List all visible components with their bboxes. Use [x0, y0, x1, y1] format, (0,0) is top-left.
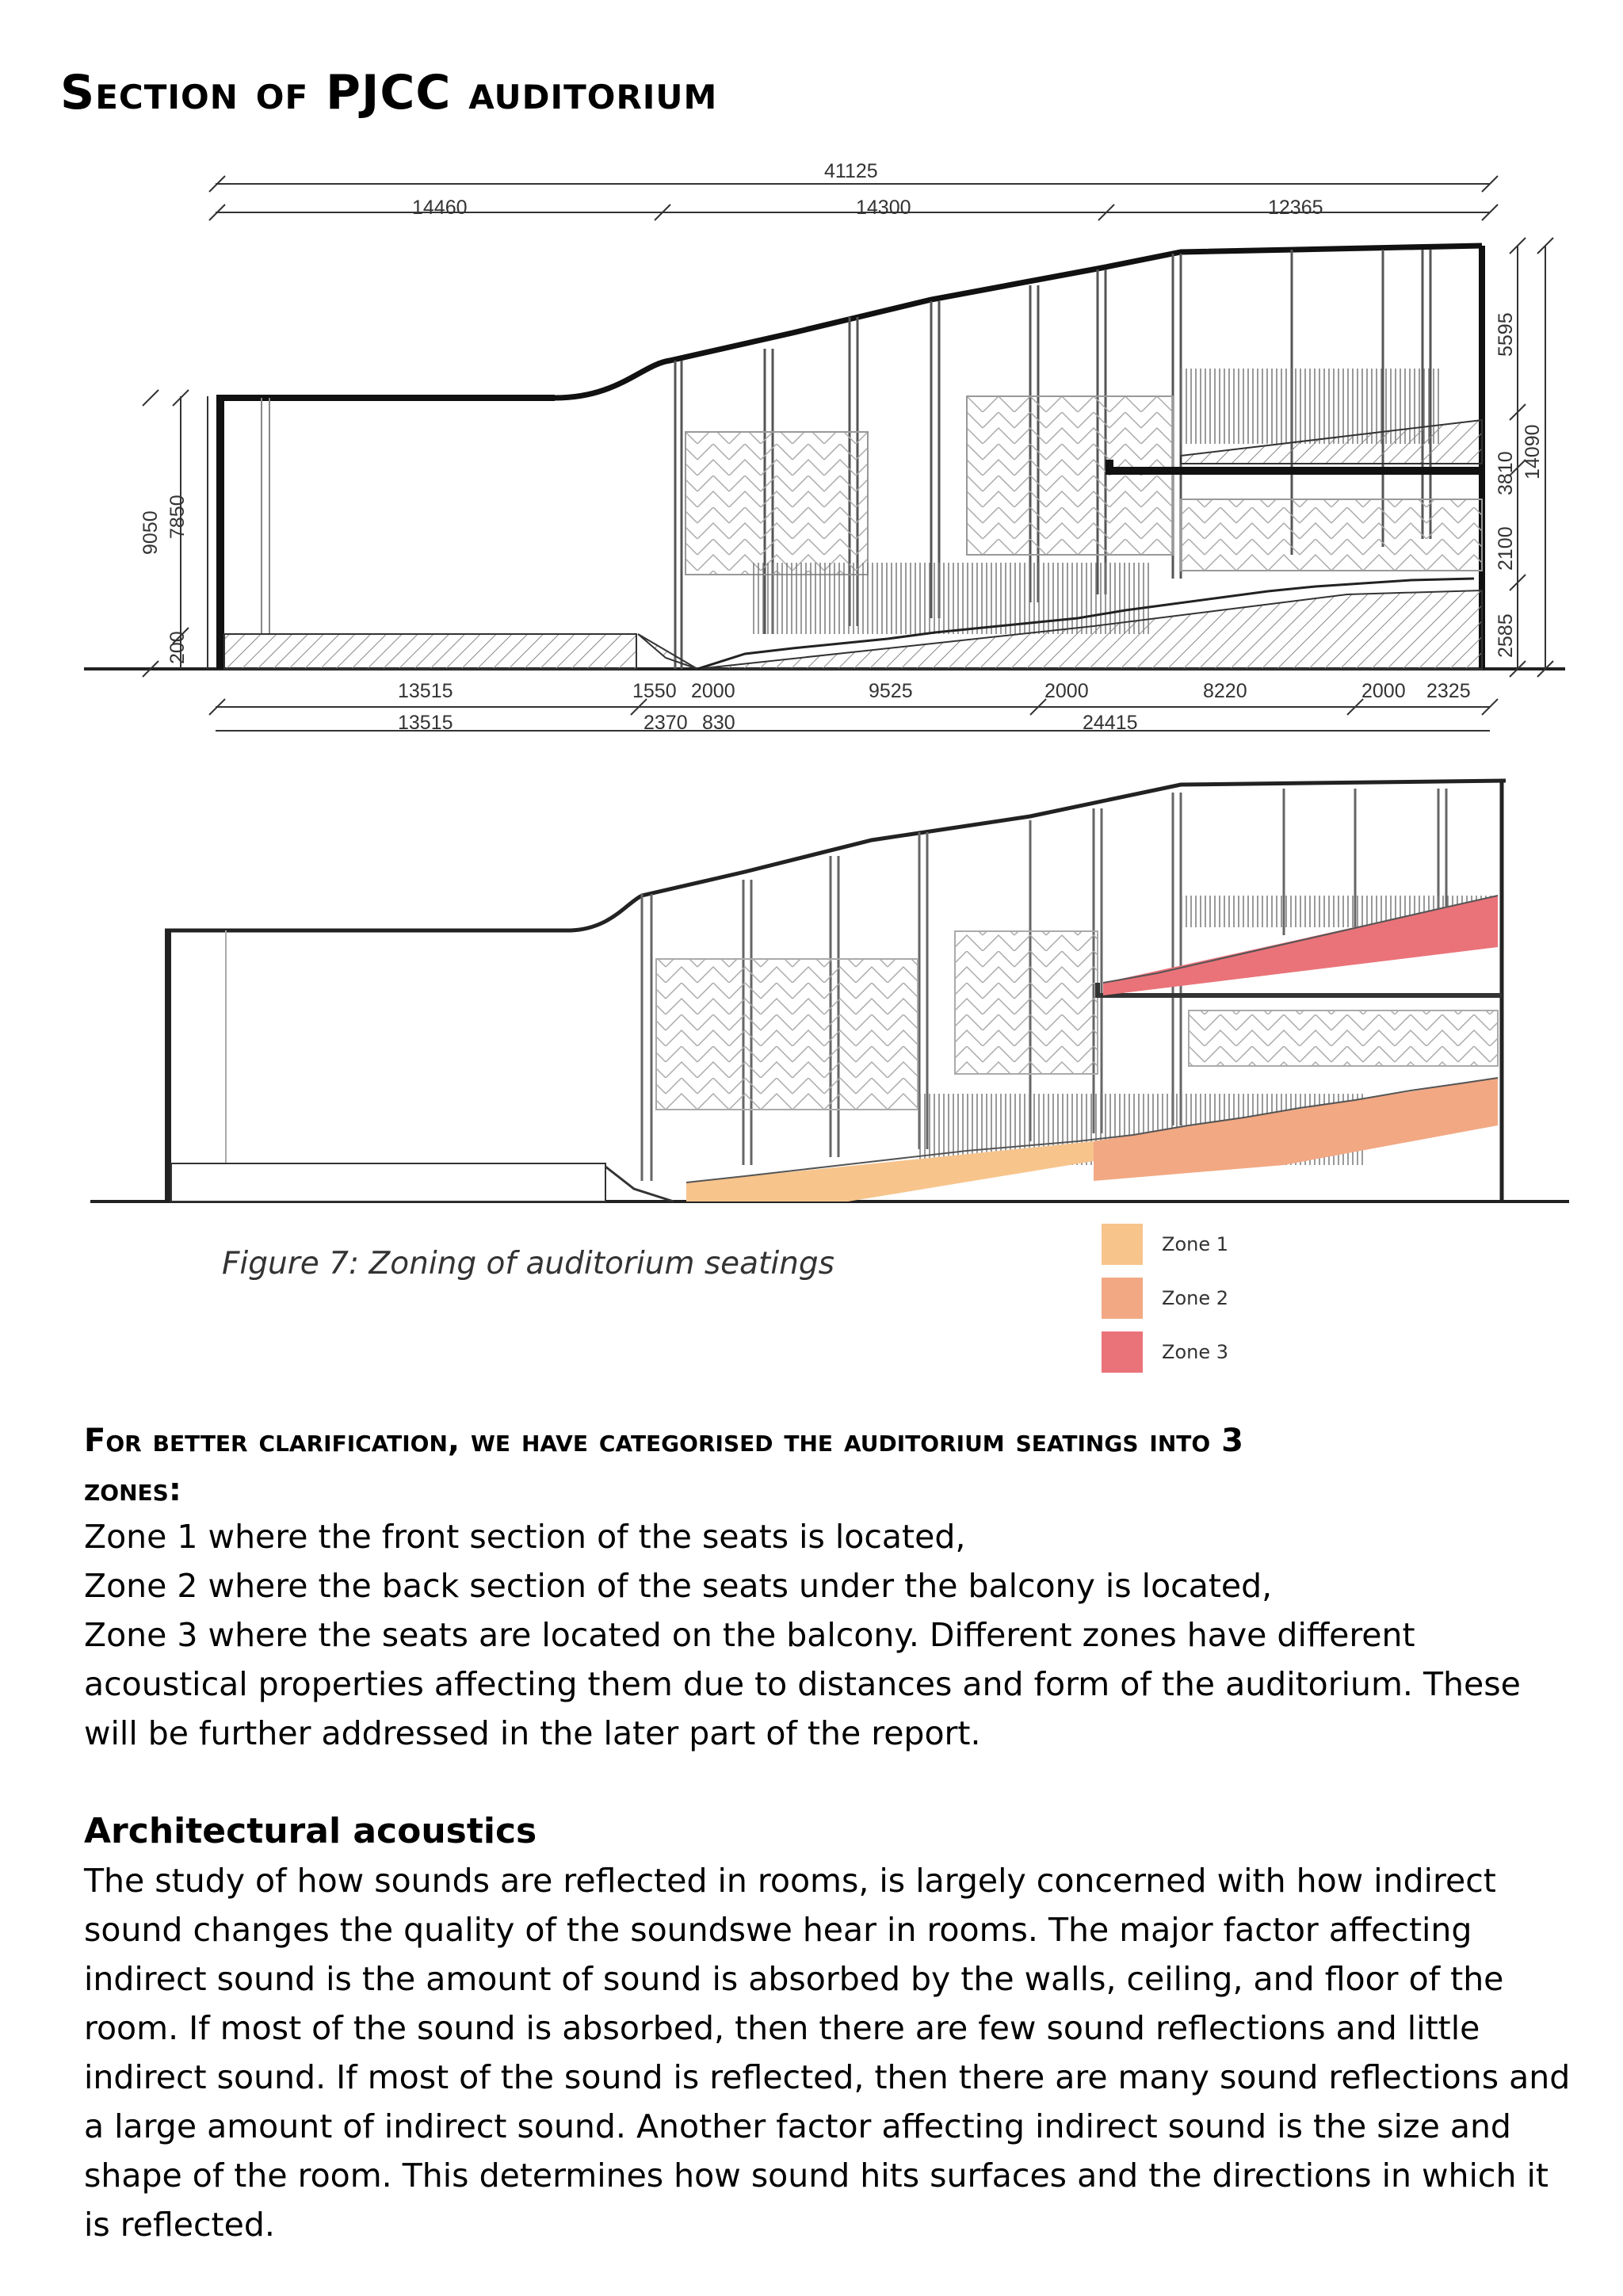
zone-3-description: Zone 3 where the seats are located on the balcony. Different zones have different acoustical properties affecting them due to distances and form of the auditorium. These will be further addressed in the later part of the report. — [84, 1616, 1521, 1752]
dim-right-1: 5595 — [1495, 312, 1517, 357]
dim-bottom-8: 2325 — [1426, 680, 1471, 702]
zoning-drawing — [90, 781, 1569, 1201]
legend-swatch-zone-1 — [1102, 1224, 1143, 1265]
figure-caption: Figure 7: Zoning of auditorium seatings — [222, 1246, 834, 1282]
dim-bottom-6: 8220 — [1203, 680, 1247, 702]
zone-legend — [1102, 1223, 1260, 1385]
page-title: Section of PJCC auditorium — [60, 65, 718, 120]
dim-bottom-2: 1550 — [632, 680, 677, 702]
zone-1-area — [686, 1141, 1094, 1201]
dim-left-2: 7850 — [166, 495, 189, 539]
dim-bottom-7: 2000 — [1361, 680, 1406, 702]
dim-right-2: 3810 — [1495, 451, 1517, 495]
dim-bottom-4: 9525 — [869, 680, 913, 702]
legend-label-zone-3: Zone 3 — [1162, 1341, 1228, 1363]
zone-2-description: Zone 2 where the back section of the seats under the balcony is located, — [84, 1567, 1273, 1605]
dim-right-3: 2100 — [1495, 526, 1517, 571]
dim-right-5: 14090 — [1522, 424, 1544, 479]
stage-floor — [224, 634, 636, 669]
architectural-acoustics-heading: Architectural acoustics — [84, 1811, 537, 1851]
dim-overall-width: 41125 — [824, 160, 878, 182]
wall-panels-lower — [685, 432, 868, 575]
dim-bottom-1: 13515 — [398, 680, 453, 702]
dim-bottom-row2-4: 24415 — [1083, 712, 1138, 734]
zone-descriptions — [84, 1512, 1574, 1758]
section-drawing-top — [84, 160, 1565, 734]
dim-bottom-row2-3: 830 — [702, 712, 735, 734]
legend-swatch-zone-2 — [1102, 1278, 1143, 1319]
zone-1-description: Zone 1 where the front section of the seats is located, — [84, 1518, 966, 1556]
stage-box — [216, 396, 224, 669]
legend-item-zone-1 — [1102, 1223, 1260, 1266]
legend-item-zone-3 — [1102, 1331, 1260, 1373]
dim-top-segment-1: 14460 — [412, 197, 468, 219]
dim-left-3: 200 — [166, 631, 189, 664]
dim-bottom-row2-1: 13515 — [398, 712, 453, 734]
legend-item-zone-2 — [1102, 1277, 1260, 1320]
dim-left-1: 9050 — [139, 510, 162, 555]
dim-right-4: 2585 — [1495, 613, 1517, 658]
legend-label-zone-2: Zone 2 — [1162, 1287, 1228, 1309]
legend-swatch-zone-3 — [1102, 1331, 1143, 1373]
section-heading: For better clarification, we have categorised the auditorium seatings into 3 zones: — [84, 1423, 1243, 1508]
architectural-acoustics-paragraph: The study of how sounds are reflected in rooms, is largely concerned with how indirect sound changes the quality of the soundswe hear in rooms. The major factor affecting indirect sound is the amount of sound is absorbed by the walls, ceiling, and floor of the room. If most of the sound is absorbed, then there are few sound reflections and little indirect sound. If most of the sound is reflected, then there are many sound reflections and a large amount of indirect sound. Another factor affecting indirect sound is the size and shape of the room. This determines how sound hits surfaces and the directions in which it is reflected. — [84, 1862, 1571, 2244]
dim-top-segment-2: 14300 — [856, 197, 911, 219]
dim-bottom-3: 2000 — [691, 680, 735, 702]
legend-label-zone-1: Zone 1 — [1162, 1233, 1228, 1255]
dim-top-segment-3: 12365 — [1268, 197, 1323, 219]
dim-bottom-5: 2000 — [1044, 680, 1089, 702]
dim-bottom-row2-2: 2370 — [643, 712, 688, 734]
